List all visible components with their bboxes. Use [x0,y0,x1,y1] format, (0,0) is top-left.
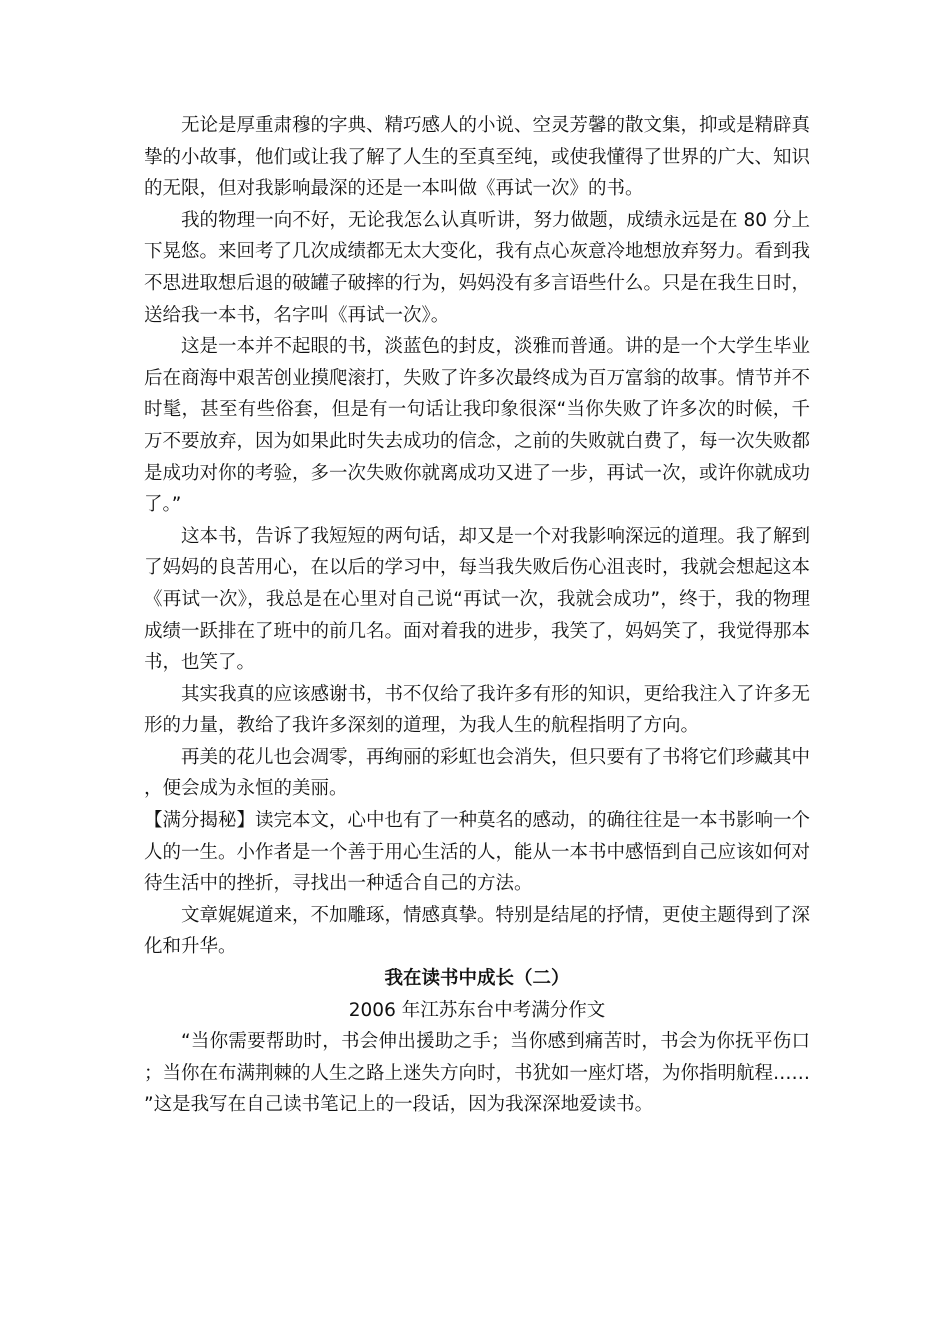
article1-paragraph-2: 我的物理一向不好，无论我怎么认真听讲，努力做题，成绩永远是在 80 分上下晃悠。来回考了几次成绩都无太大变化，我有点心灰意冷地想放弃努力。看到我不思进取想后退的破罐子破摔的行为，妈妈没有多言语些什么。只是在我生日时，送给我一本书，名字叫《再试一次》。 [144,209,811,326]
document-page [144,110,810,1121]
article1-paragraph-4: 这本书，告诉了我短短的两句话，却又是一个对我影响深远的道理。我了解到了妈妈的良苦用心，在以后的学习中，每当我失败后伤心沮丧时，我就会想起这本《再试一次》，我总是在心里对自己说“再试一次，我就会成功”，终于，我的物理成绩一跃排在了班中的前几名。面对着我的进步，我笑了，妈妈笑了，我觉得那本书，也笑了。 [144,525,811,674]
article1-comment-followup: 文章娓娓道来，不加雕琢，情感真挚。特别是结尾的抒情，更使主题得到了深化和升华。 [144,904,811,958]
article1-paragraph-5: 其实我真的应该感谢书，书不仅给了我许多有形的知识，更给我注入了许多无形的力量，教给了我许多深刻的道理，为我人生的航程指明了方向。 [144,683,811,737]
article1-paragraph-6: 再美的花儿也会凋零，再绚丽的彩虹也会消失，但只要有了书将它们珍藏其中，便会成为永恒的美丽。 [144,746,811,800]
article2-paragraph-1: “当你需要帮助时，书会伸出援助之手；当你感到痛苦时，书会为你抚平伤口；当你在布满荆棘的人生之路上迷失方向时，书犹如一座灯塔，为你指明航程……”这是我写在自己读书笔记上的一段话，因为我深深地爱读书。 [144,1031,811,1116]
article1-paragraph-1: 无论是厚重肃穆的字典、精巧感人的小说、空灵芳馨的散文集，抑或是精辟真挚的小故事，他们或让我了解了人生的至真至纯，或使我懂得了世界的广大、知识的无限，但对我影响最深的还是一本叫做《再试一次》的书。 [144,115,811,200]
article2-title: 我在读书中成长（二） [384,968,570,990]
article1-comment: 【满分揭秘】读完本文，心中也有了一种莫名的感动，的确往往是一本书影响一个人的一生。小作者是一个善于用心生活的人，能从一本书中感悟到自己应该如何对待生活中的挫折，寻找出一种适合自己的方法。 [144,810,811,895]
article1-paragraph-3: 这是一本并不起眼的书，淡蓝色的封皮，淡雅而普通。讲的是一个大学生毕业后在商海中艰苦创业摸爬滚打，失败了许多次最终成为百万富翁的故事。情节并不时髦，甚至有些俗套，但是有一句话让我印象很深“当你失败了许多次的时候，千万不要放弃，因为如果此时失去成功的信念，之前的失败就白费了，每一次失败都是成功对你的考验，多一次失败你就离成功又进了一步，再试一次，或许你就成功了。” [144,336,811,516]
article2-subtitle: 2006 年江苏东台中考满分作文 [348,999,606,1021]
